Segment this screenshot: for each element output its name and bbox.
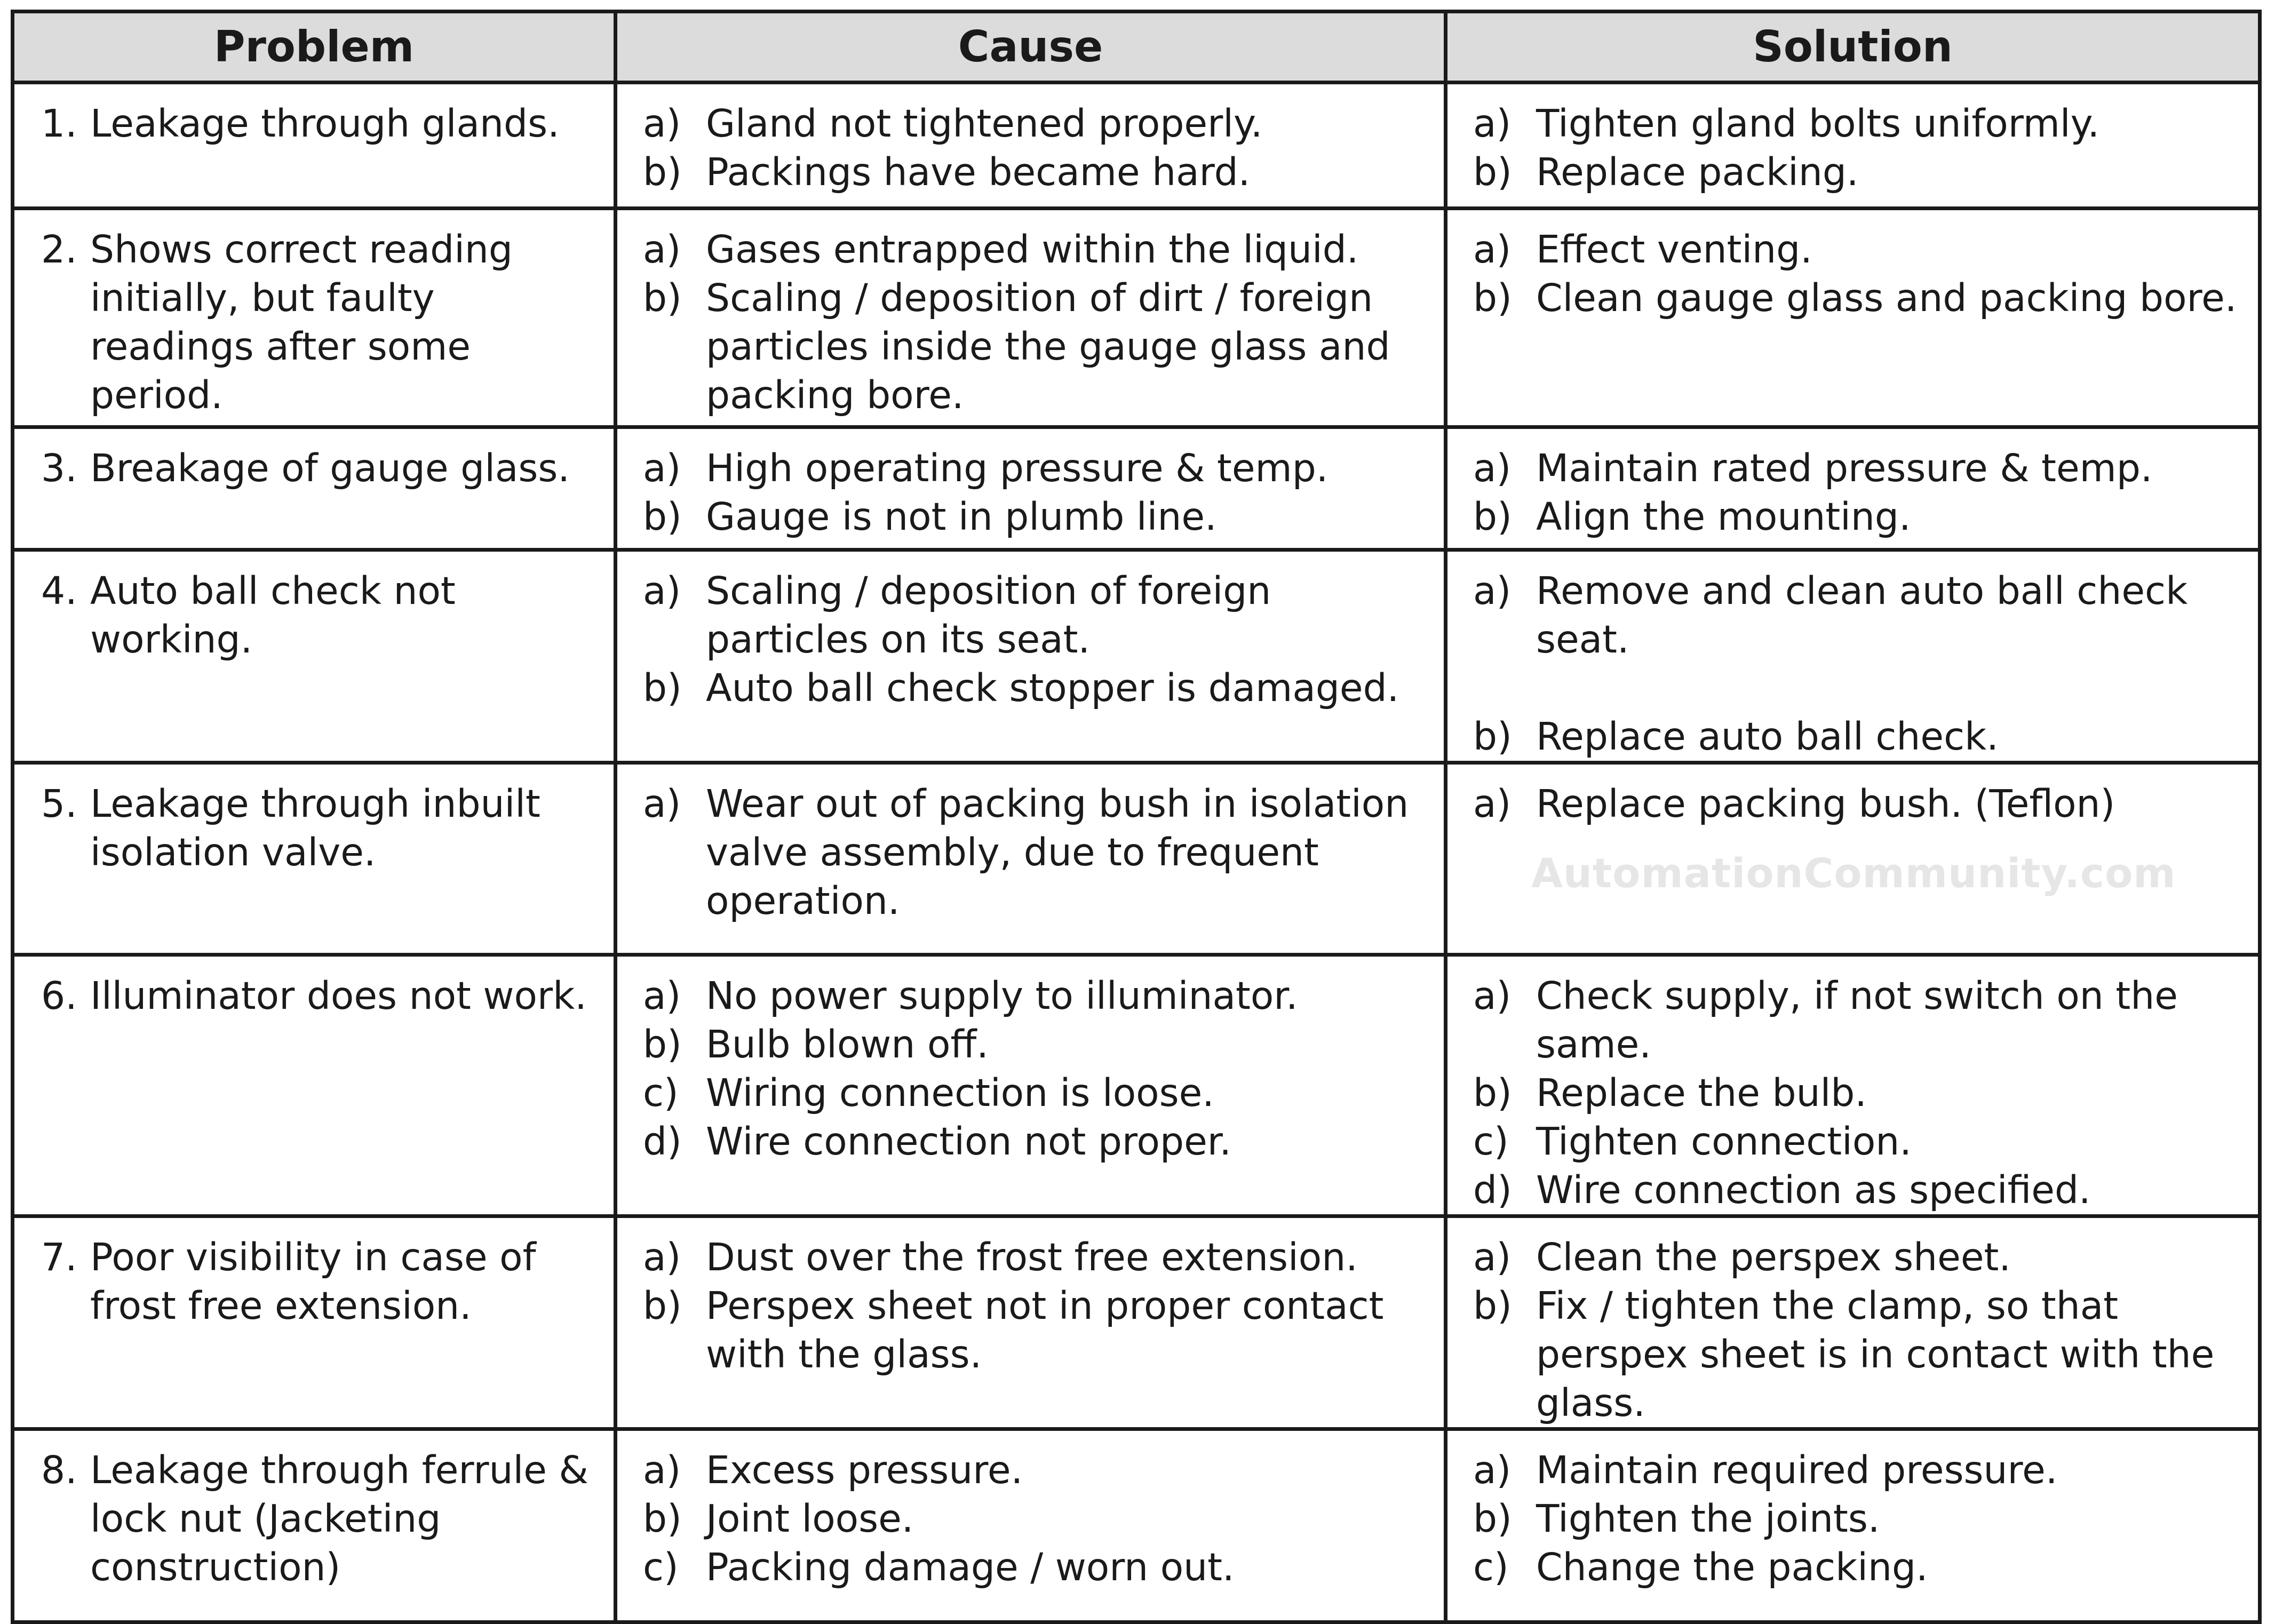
item-marker: b) [1473, 714, 1512, 759]
solution-item [1473, 492, 2247, 541]
problem-text: Leakage through glands. [90, 101, 560, 146]
item-text: Gauge is not in plumb line. [706, 495, 1217, 539]
problem-cell [13, 1429, 616, 1622]
item-marker: b) [643, 495, 682, 539]
solution-item [1473, 444, 2247, 492]
cause-item [643, 779, 1433, 925]
item-marker: a) [643, 446, 681, 490]
item-marker: a) [1473, 782, 1512, 826]
table-row [13, 209, 2260, 427]
item-marker: b) [1473, 1071, 1512, 1115]
problem-number: 5. [41, 782, 77, 826]
item-marker: c) [1473, 1545, 1509, 1589]
item-marker: a) [643, 101, 681, 146]
cause-item [643, 1494, 1433, 1543]
item-marker: a) [1473, 1235, 1512, 1279]
item-text: No power supply to illuminator. [706, 974, 1298, 1018]
solution-cell [1446, 550, 2260, 763]
solution-item [1473, 225, 2247, 274]
item-text: High operating pressure & temp. [706, 446, 1329, 490]
problem-text: Leakage through inbuilt isolation valve. [90, 782, 553, 874]
header-problem: Problem [13, 12, 616, 83]
cause-item [643, 567, 1433, 664]
item-marker: d) [643, 1119, 682, 1164]
item-marker: a) [1473, 569, 1512, 613]
item-marker: a) [1473, 101, 1512, 146]
problem-number: 8. [41, 1448, 77, 1492]
solution-item [1473, 1446, 2247, 1494]
solution-cell [1446, 427, 2260, 550]
problem-text: Shows correct reading initially, but faulty readings after some period. [90, 227, 525, 417]
problem-number: 7. [41, 1235, 77, 1279]
solution-item [1473, 274, 2247, 322]
table-row [13, 1429, 2260, 1622]
item-marker: a) [643, 782, 681, 826]
item-marker: b) [643, 1284, 682, 1328]
item-text: Tighten gland bolts uniformly. [1536, 101, 2100, 146]
item-marker: c) [643, 1071, 679, 1115]
item-text: Bulb blown off. [706, 1022, 989, 1066]
spacer [1473, 664, 2247, 712]
item-text: Gases entrapped within the liquid. [706, 227, 1359, 272]
cause-item [643, 1281, 1433, 1379]
solution-item [1473, 1117, 2247, 1166]
item-text: Tighten the joints. [1536, 1496, 1880, 1541]
item-text: Clean gauge glass and packing bore. [1536, 276, 2237, 320]
item-text: Joint loose. [706, 1496, 914, 1541]
cause-cell [616, 209, 1446, 427]
problem-cell [13, 83, 616, 209]
problem-cell [13, 1216, 616, 1429]
problem-text: Leakage through ferrule & lock nut (Jacketing construction) [90, 1448, 601, 1589]
cause-cell [616, 955, 1446, 1216]
item-text: Replace packing bush. (Teflon) [1536, 782, 2115, 826]
cause-cell [616, 427, 1446, 550]
item-marker: a) [643, 569, 681, 613]
item-text: Scaling / deposition of foreign particles on its seat. [706, 569, 1283, 662]
item-text: Align the mounting. [1536, 495, 1911, 539]
solution-item [1473, 1166, 2247, 1214]
cause-item [643, 274, 1433, 419]
item-text: Auto ball check stopper is damaged. [706, 666, 1399, 710]
cause-cell [616, 550, 1446, 763]
item-text: Gland not tightened properly. [706, 101, 1263, 146]
item-text: Packing damage / worn out. [706, 1545, 1235, 1589]
solution-item [1473, 99, 2247, 148]
table-row [13, 1216, 2260, 1429]
solution-item [1473, 1281, 2247, 1427]
problem-cell [13, 955, 616, 1216]
solution-cell [1446, 83, 2260, 209]
problem-number: 1. [41, 101, 77, 146]
cause-item [643, 1069, 1433, 1117]
solution-item [1473, 148, 2247, 196]
solution-item [1473, 712, 2247, 761]
cause-item [643, 492, 1433, 541]
item-text: Clean the perspex sheet. [1536, 1235, 2011, 1279]
problem-cell [13, 763, 616, 955]
solution-cell [1446, 209, 2260, 427]
problem-number: 6. [41, 974, 77, 1018]
cause-cell [616, 83, 1446, 209]
solution-item [1473, 1494, 2247, 1543]
table-row [13, 427, 2260, 550]
item-marker: b) [643, 1496, 682, 1541]
solution-cell [1446, 1216, 2260, 1429]
item-marker: b) [643, 276, 682, 320]
problem-number: 4. [41, 569, 77, 613]
item-marker: b) [1473, 150, 1512, 194]
solution-item [1473, 1543, 2247, 1591]
cause-item [643, 1543, 1433, 1591]
item-marker: b) [643, 150, 682, 194]
item-text: Replace the bulb. [1536, 1071, 1867, 1115]
item-marker: b) [643, 1022, 682, 1066]
item-text: Change the packing. [1536, 1545, 1928, 1589]
item-marker: b) [643, 666, 682, 710]
item-text: Tighten connection. [1536, 1119, 1912, 1164]
item-marker: c) [643, 1545, 679, 1589]
item-text: Wire connection not proper. [706, 1119, 1231, 1164]
header-solution: Solution [1446, 12, 2260, 83]
item-marker: a) [643, 974, 681, 1018]
cause-item [643, 664, 1433, 712]
solution-item [1473, 779, 2247, 828]
cause-item [643, 99, 1433, 148]
problem-cell [13, 550, 616, 763]
item-marker: b) [1473, 495, 1512, 539]
item-text: Wire connection as specified. [1536, 1168, 2091, 1212]
item-text: Packings have became hard. [706, 150, 1251, 194]
cause-cell [616, 763, 1446, 955]
cause-item [643, 444, 1433, 492]
item-marker: d) [1473, 1168, 1512, 1212]
cause-cell [616, 1429, 1446, 1622]
troubleshooting-table [11, 10, 2262, 1624]
item-marker: a) [1473, 227, 1512, 272]
problem-text: Poor visibility in case of frost free extension. [90, 1235, 548, 1328]
item-text: Remove and clean auto ball check seat. [1536, 569, 2200, 662]
item-marker: c) [1473, 1119, 1509, 1164]
cause-item [643, 1117, 1433, 1166]
item-text: Replace auto ball check. [1536, 714, 1999, 759]
item-text: Excess pressure. [706, 1448, 1023, 1492]
solution-item [1473, 1069, 2247, 1117]
item-marker: a) [1473, 446, 1512, 490]
item-marker: a) [643, 1448, 681, 1492]
item-text: Wear out of packing bush in isolation valve assembly, due to frequent operation. [706, 782, 1421, 923]
item-text: Maintain rated pressure & temp. [1536, 446, 2153, 490]
item-text: Fix / tighten the clamp, so that perspex sheet is in contact with the glass. [1536, 1284, 2226, 1425]
solution-item [1473, 567, 2247, 664]
cause-cell [616, 1216, 1446, 1429]
problem-text: Breakage of gauge glass. [90, 446, 570, 490]
item-text: Effect venting. [1536, 227, 1812, 272]
problem-text: Illuminator does not work. [90, 974, 587, 1018]
problem-number: 3. [41, 446, 77, 490]
problem-cell [13, 209, 616, 427]
watermark: AutomationCommunity.com [1531, 849, 2176, 897]
item-text: Scaling / deposition of dirt / foreign particles inside the gauge glass and packing bore. [706, 276, 1403, 417]
problem-text: Auto ball check not working. [90, 569, 468, 662]
header-row [13, 12, 2260, 83]
table-row [13, 955, 2260, 1216]
cause-item [643, 1020, 1433, 1069]
item-text: Wiring connection is loose. [706, 1071, 1214, 1115]
item-marker: a) [643, 1235, 681, 1279]
problem-cell [13, 427, 616, 550]
item-marker: b) [1473, 276, 1512, 320]
item-text: Replace packing. [1536, 150, 1859, 194]
table-row [13, 550, 2260, 763]
item-text: Check supply, if not switch on the same. [1536, 974, 2190, 1066]
cause-item [643, 1446, 1433, 1494]
item-text: Perspex sheet not in proper contact with the glass. [706, 1284, 1396, 1376]
header-cause: Cause [616, 12, 1446, 83]
item-marker: b) [1473, 1496, 1512, 1541]
item-marker: b) [1473, 1284, 1512, 1328]
problem-number: 2. [41, 227, 77, 272]
item-marker: a) [643, 227, 681, 272]
solution-cell [1446, 955, 2260, 1216]
cause-item [643, 1233, 1433, 1281]
cause-item [643, 972, 1433, 1020]
item-text: Maintain required pressure. [1536, 1448, 2058, 1492]
cause-item [643, 225, 1433, 274]
solution-item [1473, 1233, 2247, 1281]
troubleshooting-table-container [11, 10, 2258, 1589]
cause-item [643, 148, 1433, 196]
item-text: Dust over the frost free extension. [706, 1235, 1358, 1279]
item-marker: a) [1473, 974, 1512, 1018]
item-marker: a) [1473, 1448, 1512, 1492]
solution-cell [1446, 1429, 2260, 1622]
solution-item [1473, 972, 2247, 1069]
table-row [13, 83, 2260, 209]
